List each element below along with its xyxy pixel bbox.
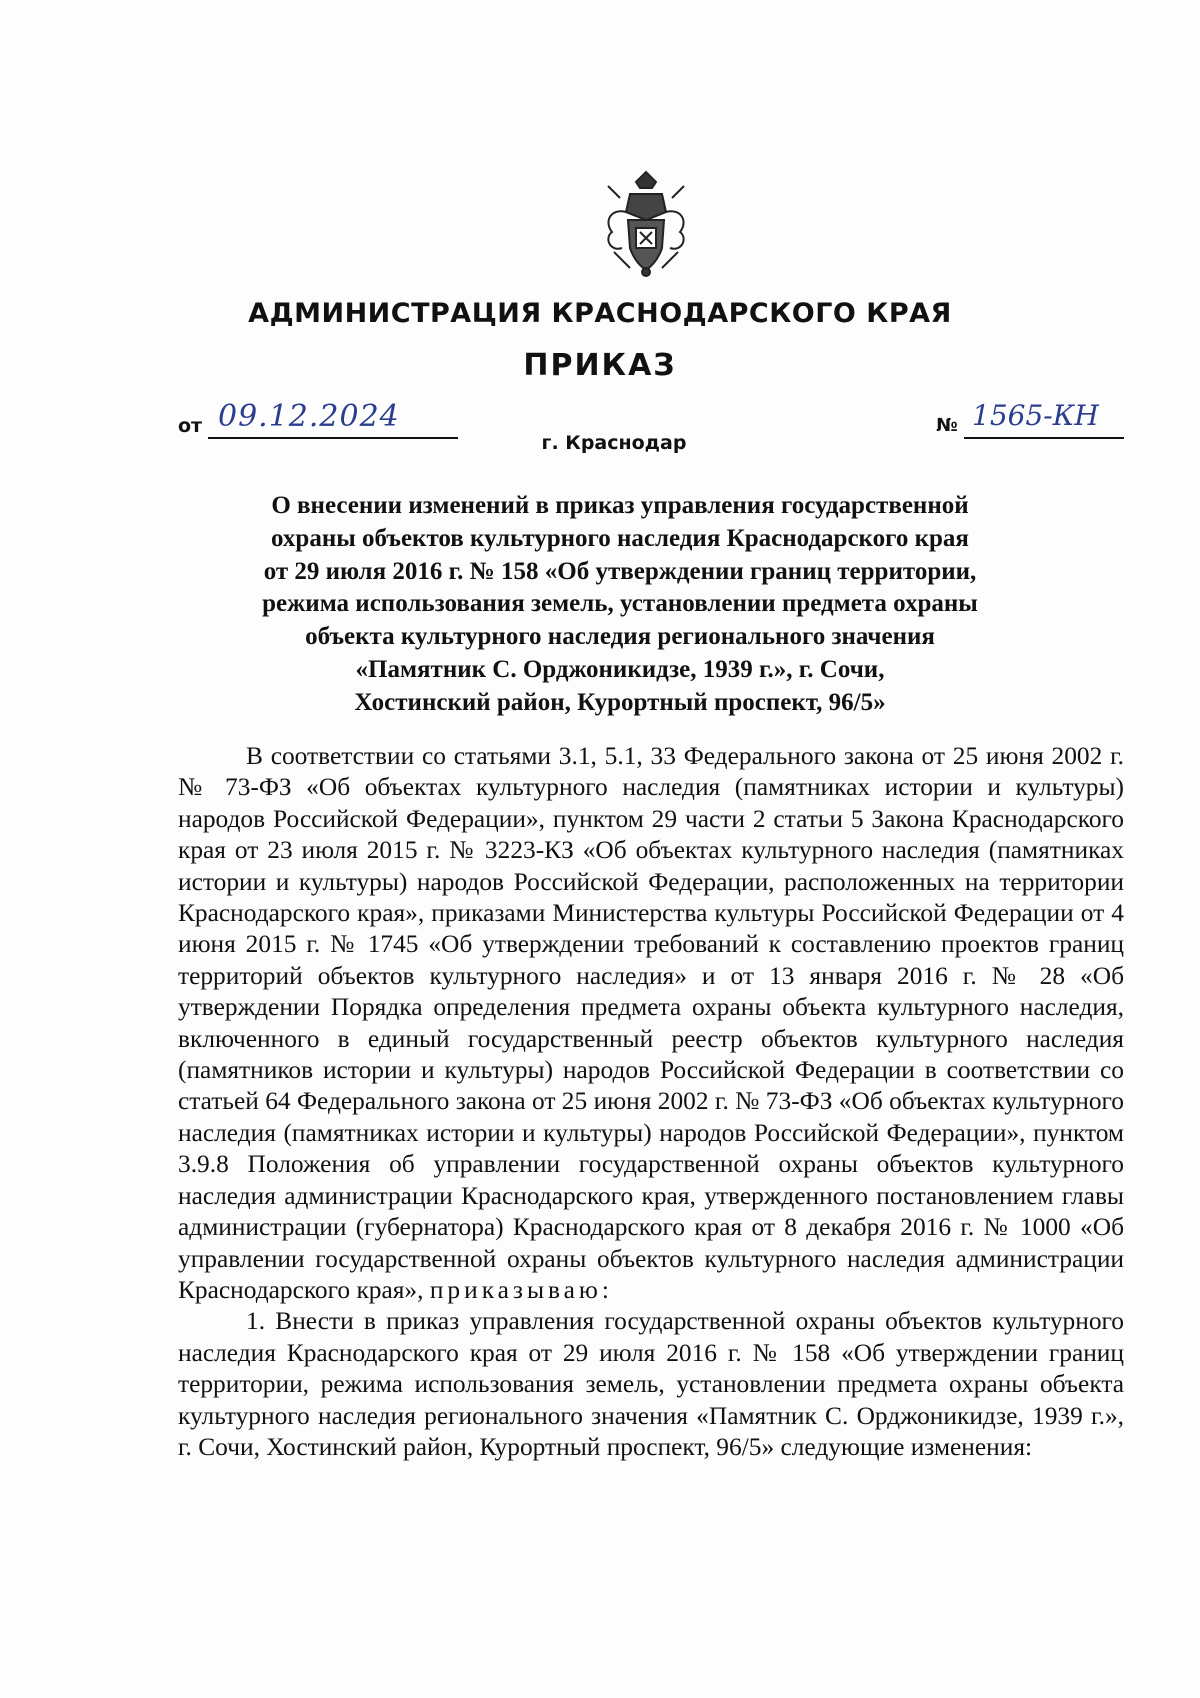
subject-line: охраны объектов культурного наследия Краснодарского края xyxy=(271,524,969,552)
preamble-text: В соответствии со статьями 3.1, 5.1, 33 Федерального закона от 25 июня 2002 г. № 73-ФЗ «Об объектах культурного наследия (памятниках истории и культуры) народов Российской Федерации», пунктом 29 части 2 статьи 5 Закона Краснодарского края от 23 июля 2015 г. № 3223-КЗ «Об объектах культурного наследия (памятниках истории и культуры) народов Российской Федерации, расположенных на территории Краснодарского края», приказами Министерства культуры Российской Федерации от 4 июня 2015 г. № 1745 «Об утверждении требований к составлению проектов границ территорий объектов культурного наследия» и от 13 января 2016 г. № 28 «Об утверждении Порядка определения предмета охраны объекта культурного наследия, включенного в единый государственный реестр объектов культурного наследия (памятников истории и культуры) народов Российской Федерации в соответствии со статьей 64 Федерального закона от 25 июня 2002 г. № 73-ФЗ «Об объектах культурного наследия (памятниках истории и культуры) народов Российской Федерации», пунктом 3.9.8 Положения об управлении государственной охраны объектов культурного наследия администрации Краснодарского края, утвержденного постановлением главы администрации (губернатора) Краснодарского края от 8 декабря 2016 г. № 1000 «Об управлении государственной охраны объектов культурного наследия администрации Краснодарского края», xyxy=(178,742,1124,1304)
subject-line: от 29 июля 2016 г. № 158 «Об утверждении границ территории, xyxy=(263,557,977,585)
organization-title: АДМИНИСТРАЦИЯ КРАСНОДАРСКОГО КРАЯ xyxy=(248,298,952,329)
number-label: № xyxy=(936,415,958,436)
item-1-paragraph: 1. Внести в приказ управления государственной охраны объектов культурного наследия Краснодарского края от 29 июля 2016 г. № 158 «Об утверждении границ территории, режима использования земель, установлении предмета охраны объекта культурного наследия регионального значения «Памятник С. Орджоникидзе, 1939 г.», г. Сочи, Хостинский район, Курортный проспект, 96/5» следующие изменения: xyxy=(178,1307,1124,1461)
document-subject xyxy=(200,490,1040,720)
date-label: от xyxy=(178,415,203,437)
subject-line: режима использования земель, установлении предмета охраны xyxy=(262,590,978,618)
subject-line: Хостинский район, Курортный проспект, 96/5» xyxy=(354,688,886,716)
coat-of-arms-icon xyxy=(600,168,692,278)
date-handwritten: 09.12.2024 xyxy=(218,399,400,434)
subject-line: объекта культурного наследия регионального значения xyxy=(305,623,935,651)
subject-line: О внесении изменений в приказ управления государственной xyxy=(271,492,969,519)
preamble-paragraph xyxy=(178,741,1124,1306)
order-word: приказываю: xyxy=(429,1275,613,1304)
document-type: ПРИКАЗ xyxy=(523,348,677,383)
city-label: г. Краснодар xyxy=(541,432,687,454)
document-body xyxy=(178,741,1124,1463)
number-handwritten: 1565-КН xyxy=(972,399,1099,432)
subject-line: «Памятник С. Орджоникидзе, 1939 г.», г. Сочи, xyxy=(355,655,885,683)
